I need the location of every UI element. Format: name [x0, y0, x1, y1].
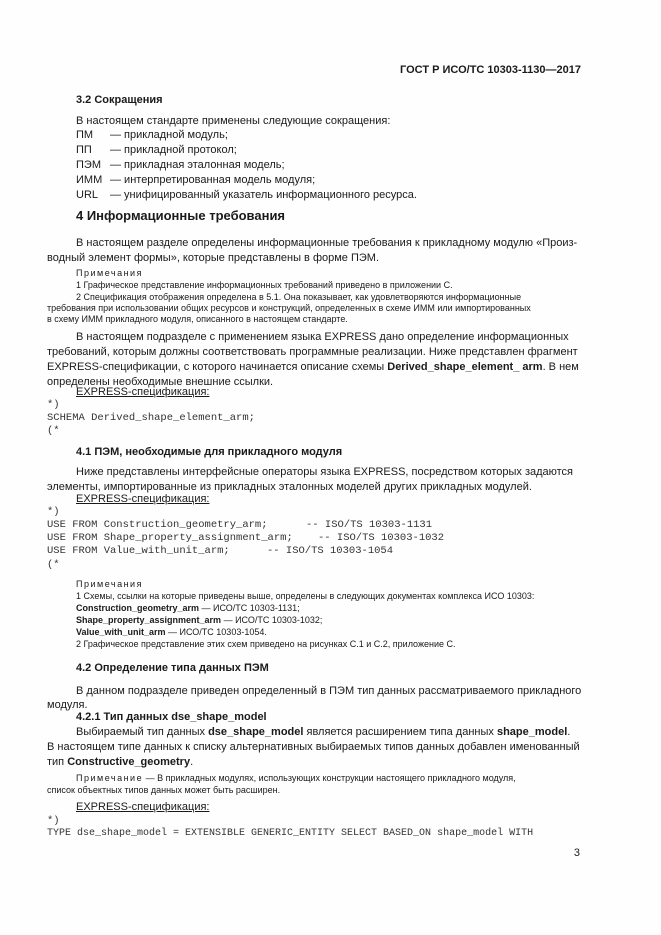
note-line: в схему ИММ прикладного модуля, описанного в настоящем стандарте. [47, 314, 348, 324]
code-use-line: USE FROM Value_with_unit_arm; [47, 545, 230, 557]
paragraph-line: EXPRESS-спецификации, с которого начинается описание схемы Derived_shape_element_ arm. В нем [47, 361, 579, 373]
abbr-intro: В настоящем стандарте применены следующие сокращения: [76, 115, 391, 127]
note-line: 2 Графическое представление этих схем приведено на рисунках С.1 и С.2, приложение С. [76, 639, 456, 649]
code-line: *) [47, 506, 60, 518]
code-line: (* [47, 425, 60, 437]
paragraph-line: определены необходимые внешние ссылки. [47, 376, 274, 388]
code-line: SCHEMA Derived_shape_element_arm; [47, 412, 255, 424]
code-line: (* [47, 559, 60, 571]
code-comment: -- ISO/TS 10303-1131 [306, 519, 433, 531]
note-line: 1 Графическое представление информационных требований приведено в приложении С. [76, 280, 453, 290]
paragraph-line: модуля. [47, 699, 88, 711]
abbr-key: URL [76, 189, 99, 201]
abbr-key: ИММ [76, 174, 103, 186]
paragraph-line: Выбираемый тип данных dse_shape_model является расширением типа данных shape_model. [76, 726, 571, 738]
notes-label: Примечания [76, 268, 143, 278]
note-ref: Shape_property_assignment_arm — ИСО/ТС 10303-1032; [76, 615, 323, 625]
paragraph-line: элементы, импортированные из прикладных эталонных моделей других прикладных модулей. [47, 481, 532, 493]
paragraph-line: В настоящем разделе определены информационные требования к прикладному модулю «Произ- [76, 237, 578, 249]
notes-label: Примечания [76, 579, 143, 589]
note-ref: Value_with_unit_arm — ИСО/ТС 10303-1054. [76, 627, 267, 637]
paragraph-line: В данном подразделе приведен определенный в ПЭМ тип данных рассматриваемого прикладного [76, 685, 582, 697]
abbr-key: ПМ [76, 129, 94, 141]
section-4-1-title: 4.1 ПЭМ, необходимые для прикладного модуля [76, 446, 343, 458]
express-spec-label: EXPRESS-спецификация: [76, 493, 210, 505]
note-ref: Construction_geometry_arm — ИСО/ТС 10303-1131; [76, 603, 300, 613]
code-use-line: USE FROM Construction_geometry_arm; [47, 519, 268, 531]
abbr-key: ПП [76, 144, 92, 156]
paragraph-line: Ниже представлены интерфейсные операторы языка EXPRESS, посредством которых задаются [76, 466, 574, 478]
paragraph-line: В настоящем подразделе с применением языка EXPRESS дано определение информационных [76, 331, 569, 343]
note-line: 2 Спецификация отображения определена в 5.1. Она показывает, как удовлетворяются информационные [76, 292, 522, 302]
code-comment: -- ISO/TS 10303-1054 [267, 545, 394, 557]
code-line: TYPE dse_shape_model = EXTENSIBLE GENERIC_ENTITY SELECT BASED_ON shape_model WITH [47, 828, 534, 839]
code-line: *) [47, 399, 60, 411]
note-line: список объектных типов данных может быть расширен. [47, 785, 281, 795]
code-line: *) [47, 815, 60, 827]
page-number: 3 [573, 847, 580, 859]
code-use-line: USE FROM Shape_property_assignment_arm; [47, 532, 293, 544]
abbr-value: — прикладной модуль; [110, 129, 228, 141]
express-spec-label: EXPRESS-спецификация: [76, 801, 210, 813]
express-spec-label: EXPRESS-спецификация: [76, 386, 210, 398]
abbr-value: — прикладной протокол; [110, 144, 237, 156]
section-4-2-1-title: 4.2.1 Тип данных dse_shape_model [76, 711, 267, 723]
schema-name: Derived_shape_element_ arm [387, 361, 543, 373]
abbr-value: — унифицированный указатель информационного ресурса. [110, 189, 417, 201]
section-4-title: 4 Информационные требования [76, 208, 286, 223]
paragraph-line: В настоящем типе данных к списку альтернативных выбираемых типов данных добавлен именованный [47, 741, 580, 753]
note-line: требования при использовании общих ресурсов и конструкций, определенных в схеме ИММ или импортированных [47, 303, 531, 313]
note-line: Примечание — В прикладных модулях, использующих конструкции настоящего прикладного модуля, [76, 773, 516, 783]
section-3-2-title: 3.2 Сокращения [76, 94, 163, 106]
abbr-value: — интерпретированная модель модуля; [110, 174, 316, 186]
code-comment: -- ISO/TS 10303-1032 [318, 532, 445, 544]
abbr-value: — прикладная эталонная модель; [110, 159, 285, 171]
paragraph-line: требований, которым должны соответствовать программные реализации. Ниже представлен фрагмент [47, 346, 578, 358]
note-line: 1 Схемы, ссылки на которые приведены выше, определены в следующих документах комплекса ИСО 10303: [76, 591, 535, 601]
paragraph-line: тип Constructive_geometry. [47, 756, 194, 768]
abbr-key: ПЭМ [76, 159, 101, 171]
section-4-2-title: 4.2 Определение типа данных ПЭМ [76, 662, 269, 674]
paragraph-line: водный элемент формы», которые представлены в форме ПЭМ. [47, 252, 379, 264]
document-header: ГОСТ Р ИСО/ТС 10303-1130—2017 [400, 64, 581, 76]
